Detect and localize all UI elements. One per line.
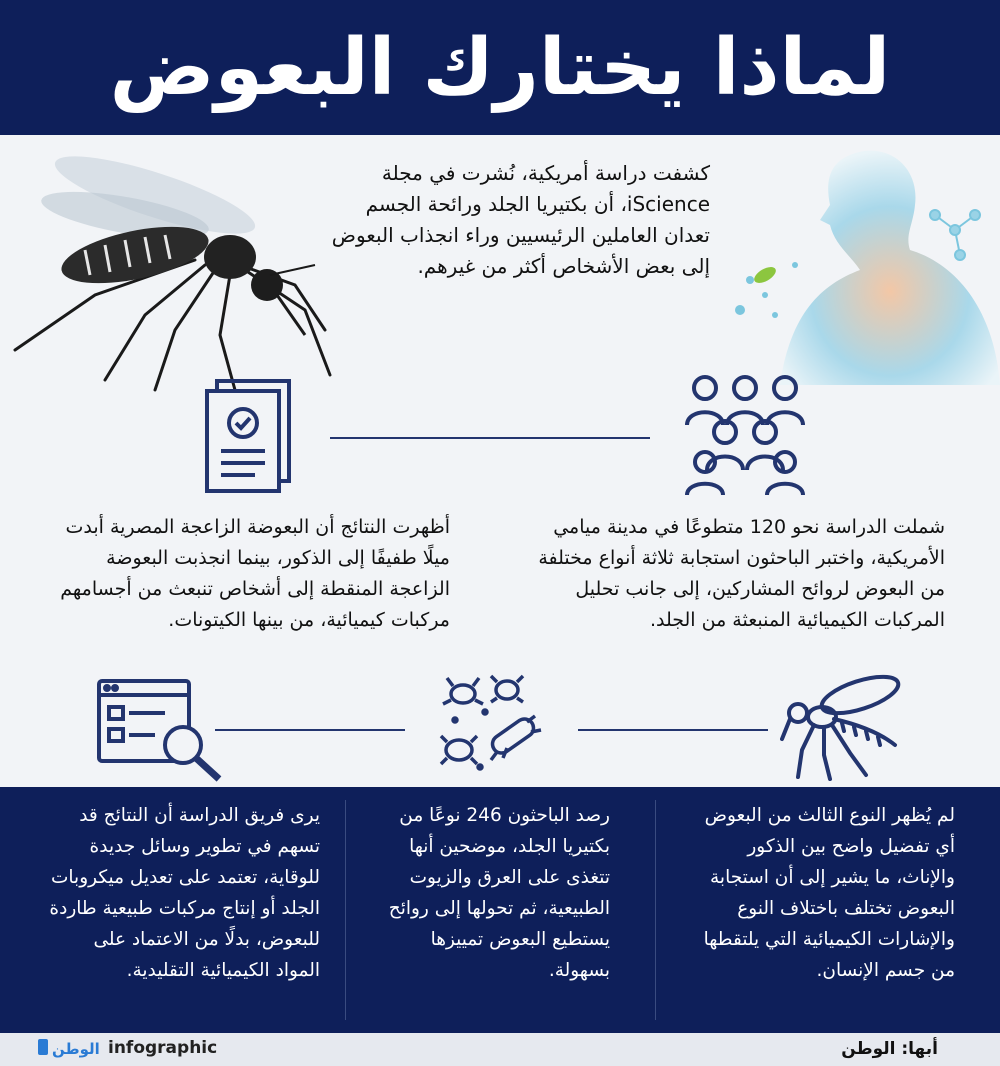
alwatan-logo xyxy=(38,1037,100,1061)
intro-paragraph: كشفت دراسة أمريكية، نُشرت في مجلة iScience، أن بكتيريا الجلد ورائحة الجسم تعدان العاملين الرئيسيين وراء انجذاب البعوض إلى بعض الأشخاص أكثر من غيرهم. xyxy=(331,161,710,278)
results-paragraph: أظهرت النتائج أن البعوضة الزاعجة المصرية أبدت ميلًا طفيفًا إلى الذكور، بينما انجذبت البعوضة الزاعجة المنقطة إلى أشخاص تنبعث من أجسامهم مركبات كيميائية، من بينها الكيتونات. xyxy=(60,516,450,631)
column-divider-right xyxy=(655,800,656,1020)
study-paragraph: شملت الدراسة نحو 120 متطوعًا في مدينة ميامي الأمريكية، واختبر الباحثون استجابة ثلاثة أنواع مختلفة من البعوض لروائح المشاركين، إلى جانب تحليل المركبات الكيميائية المنبعثة من الجلد. xyxy=(538,516,945,631)
conclusion-paragraph: يرى فريق الدراسة أن النتائج قد تسهم في تطوير وسائل جديدة للوقاية، تعتمد على تعديل ميكروبات الجلد أو إنتاج مركبات طبيعية طاردة للبعوض، بدلًا من الاعتماد على المواد الكيميائية التقليدية. xyxy=(49,805,320,981)
human-illustration xyxy=(720,135,1000,385)
third-species-paragraph: لم يُظهر النوع الثالث من البعوض أي تفضيل واضح بين الذكور والإناث، ما يشير إلى أن استجابة البعوض تختلف باختلاف النوع والإشارات الكيميائية التي يلتقطها من جسم الإنسان. xyxy=(703,805,955,981)
divider-lower-right xyxy=(578,729,768,731)
divider-middle-row xyxy=(330,437,650,439)
footer-credit: أبها: الوطن xyxy=(841,1039,938,1059)
footer-infographic-label: infographic xyxy=(108,1038,218,1058)
mosquito-illustration xyxy=(5,145,335,395)
mosquito-line-icon xyxy=(780,665,905,785)
bacteria-icon xyxy=(435,672,555,782)
bacteria-paragraph: رصد الباحثون 246 نوعًا من بكتيريا الجلد، موضحين أنها تتغذى على العرق والزيوت الطبيعية، ثم تحولها إلى روائح يستطيع البعوض تمييزها بسهولة. xyxy=(388,805,610,981)
svg-text:الوطن: الوطن xyxy=(52,1040,100,1058)
page-title: لماذا يختارك البعوض xyxy=(109,23,891,113)
browser-search-icon xyxy=(95,675,230,785)
document-check-icon xyxy=(195,375,305,495)
people-group-icon xyxy=(675,370,815,500)
divider-lower-left xyxy=(215,729,405,731)
column-divider-left xyxy=(345,800,346,1020)
